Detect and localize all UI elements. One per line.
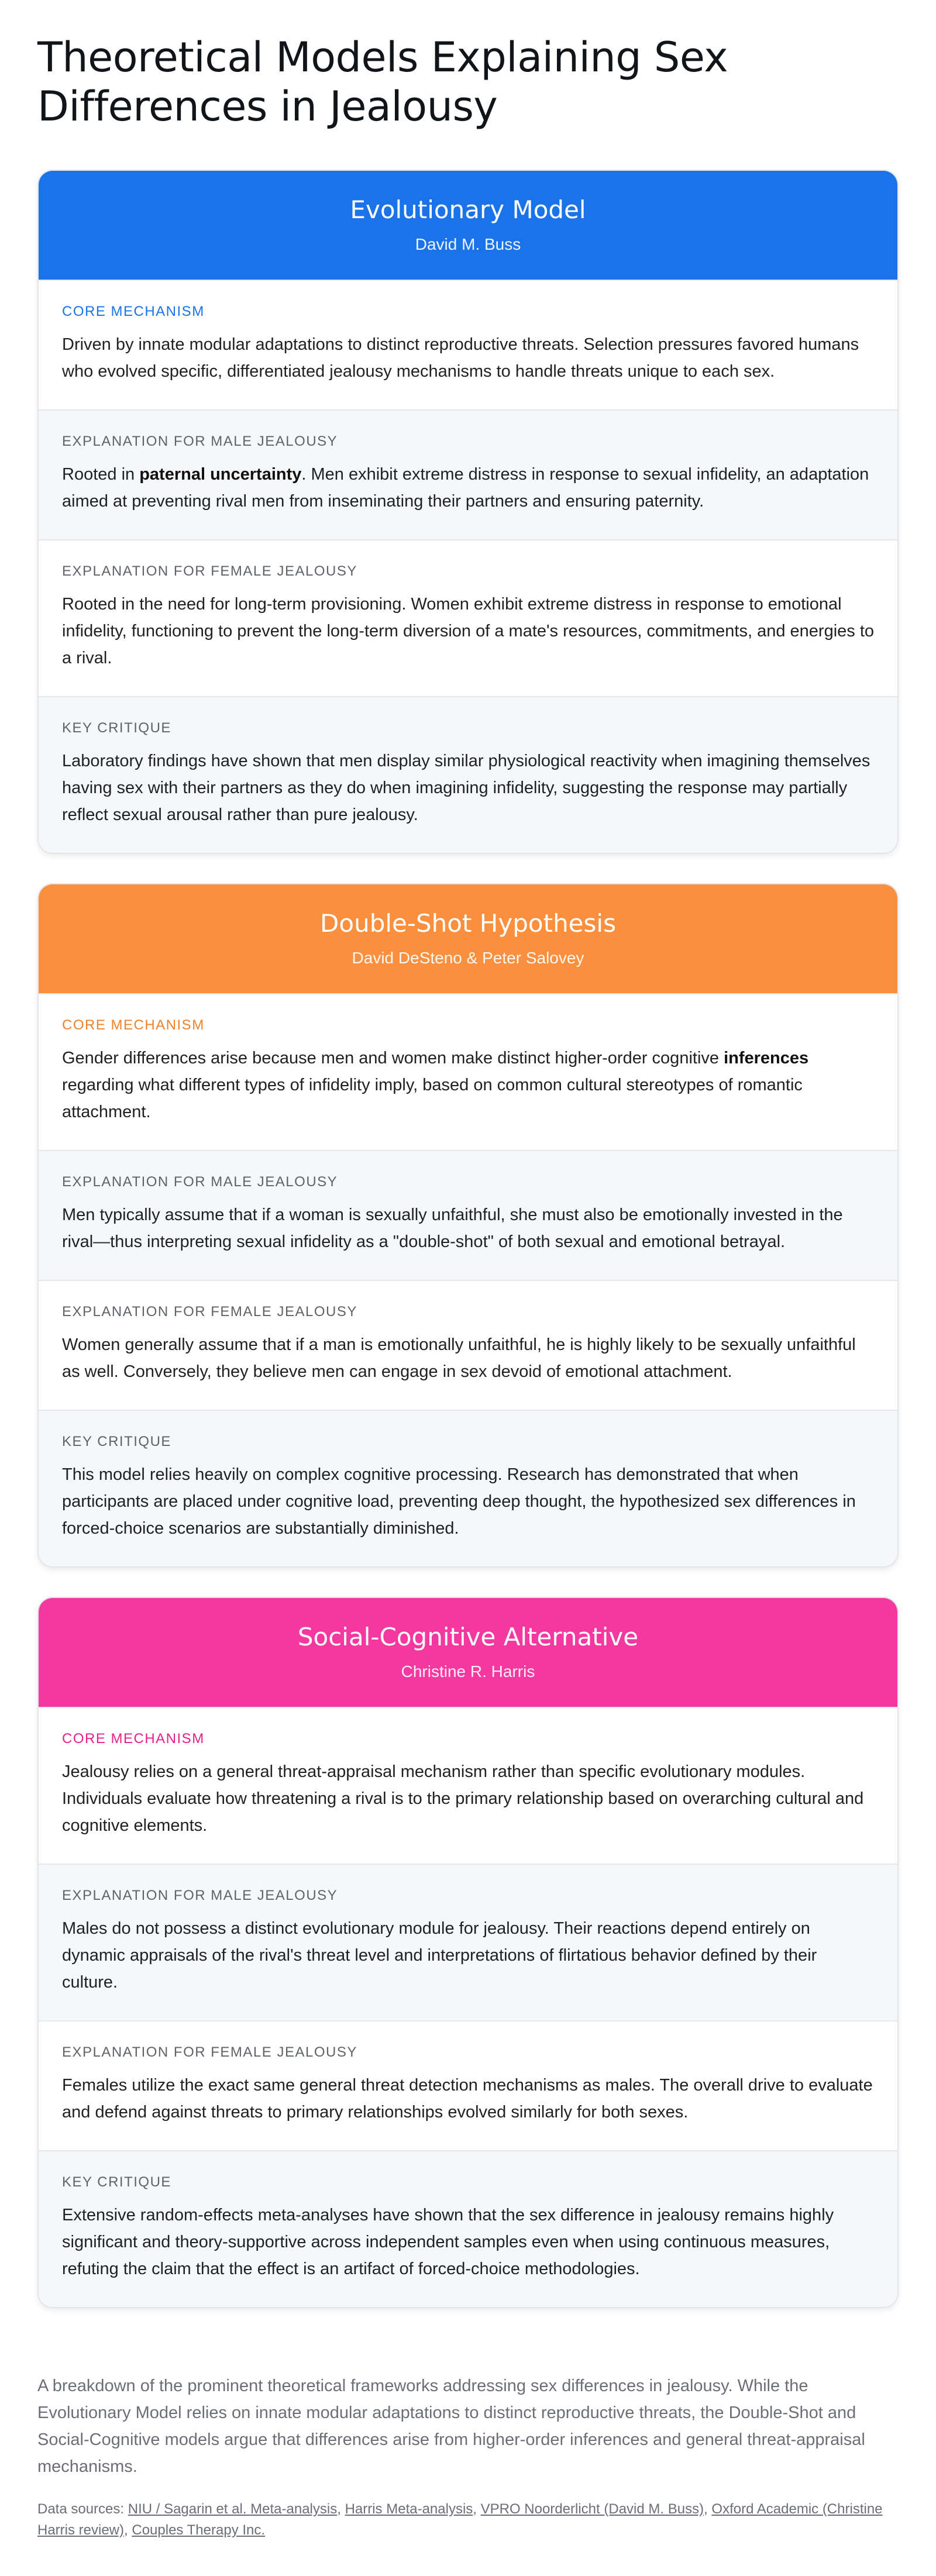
section-male-jealousy — [39, 409, 897, 539]
section-text: Males do not possess a distinct evolutionary module for jealousy. Their reactions depend entirely on dynamic appraisals of the rival's threat level and interpretations of flirtatious behavior defined by their culture. — [62, 1919, 817, 1992]
card-title: Evolutionary Model — [350, 195, 586, 224]
source-link[interactable]: Couples Therapy Inc. — [132, 2522, 266, 2538]
card-header — [39, 171, 897, 280]
source-link[interactable]: VPRO Noorderlicht (David M. Buss) — [480, 2501, 704, 2517]
section-label: EXPLANATION FOR MALE JEALOUSY — [62, 1888, 338, 1903]
card-author: David DeSteno & Peter Salovey — [352, 949, 584, 967]
model-card-social-cognitive — [37, 1597, 899, 2308]
section-female-jealousy — [39, 539, 897, 696]
source-link[interactable]: NIU / Sagarin et al. Meta-analysis — [128, 2501, 338, 2517]
section-text: Driven by innate modular adaptations to distinct reproductive threats. Selection pressures favored humans who evolved specific, differentiated jealousy mechanisms to handle threats unique to each sex. — [62, 335, 859, 381]
section-key-critique — [39, 1410, 897, 1566]
emphasis-text: paternal uncertainty — [139, 465, 302, 484]
section-label: EXPLANATION FOR FEMALE JEALOUSY — [62, 2044, 357, 2060]
section-text: Women generally assume that if a man is emotionally unfaithful, he is highly likely to be sexually unfaithful as well. Conversely, they believe men can engage in sex devoid of emotional attachment. — [62, 1335, 856, 1381]
section-label: KEY CRITIQUE — [62, 2174, 171, 2190]
card-header — [39, 1598, 897, 1707]
section-label: EXPLANATION FOR MALE JEALOUSY — [62, 1174, 338, 1190]
section-text: Rooted in the need for long-term provisioning. Women exhibit extreme distress in response to emotional infidelity, functioning to prevent the long-term diversion of a mate's resources, commitments, and energies to a rival. — [62, 595, 875, 667]
data-sources: Data sources: NIU / Sagarin et al. Meta-analysis, Harris Meta-analysis, VPRO Noorderlicht (David M. Buss), Oxford Academic (Christine Harris review), Couples Therapy Inc. — [37, 2501, 883, 2538]
model-card-evolutionary — [37, 170, 899, 854]
section-male-jealousy — [39, 1150, 897, 1280]
card-author: Christine R. Harris — [401, 1662, 535, 1680]
summary-text: A breakdown of the prominent theoretical frameworks addressing sex differences in jealousy. While the Evolutionary Model relies on innate modular adaptations to distinct reproductive threats, the Double-Shot and Social-Cognitive models argue that differences arise from higher-order inferences and general threat-appraisal mechanisms. — [37, 2377, 865, 2476]
section-female-jealousy — [39, 2020, 897, 2150]
card-title: Double-Shot Hypothesis — [320, 909, 616, 938]
section-text: This model relies heavily on complex cognitive processing. Research has demonstrated that when participants are placed under cognitive load, preventing deep thought, the hypothesized sex differences in forced-choice scenarios are substantially diminished. — [62, 1465, 856, 1538]
section-male-jealousy — [39, 1864, 897, 2020]
text-part: . Men exhibit extreme distress in response to sexual infidelity, an adaptation aimed at preventing rival men from inseminating their partners and ensuring paternity. — [62, 465, 869, 511]
text-part: regarding what different types of infidelity imply, based on common cultural stereotypes of romantic attachment. — [62, 1076, 803, 1121]
card-author: David M. Buss — [415, 235, 521, 253]
section-label: CORE MECHANISM — [62, 304, 205, 319]
emphasis-text: inferences — [724, 1049, 809, 1067]
footer — [37, 2372, 899, 2541]
section-label: EXPLANATION FOR MALE JEALOUSY — [62, 433, 338, 449]
section-core-mechanism — [39, 993, 897, 1150]
section-key-critique — [39, 2150, 897, 2307]
card-title: Social-Cognitive Alternative — [297, 1623, 639, 1651]
section-label: KEY CRITIQUE — [62, 1434, 171, 1449]
section-text: Females utilize the exact same general threat detection mechanisms as males. The overall drive to evaluate and defend against threats to primary relationships evolved similarly for both sexes. — [62, 2076, 873, 2122]
section-key-critique — [39, 696, 897, 853]
section-core-mechanism — [39, 280, 897, 409]
card-header — [39, 884, 897, 993]
section-text — [62, 1045, 874, 1125]
text-part: Gender differences arise because men and women make distinct higher-order cognitive — [62, 1049, 724, 1067]
text-part: Rooted in — [62, 465, 140, 484]
model-card-double-shot — [37, 883, 899, 1568]
section-text: Laboratory findings have shown that men display similar physiological reactivity when imagining themselves having sex with their partners as they do when imagining infidelity, suggesting the response may partially reflect sexual arousal rather than pure jealousy. — [62, 752, 870, 824]
section-label: CORE MECHANISM — [62, 1017, 205, 1033]
section-text: Extensive random-effects meta-analyses have shown that the sex difference in jealousy remains highly significant and theory-supportive across independent samples even when using continuous measures, refuting the claim that the effect is an artifact of forced-choice methodologies. — [62, 2206, 834, 2278]
source-link[interactable]: Oxford Academic (Christine Harris review) — [37, 2501, 883, 2538]
section-label: CORE MECHANISM — [62, 1731, 205, 1747]
page-title: Theoretical Models Explaining Sex Differences in Jealousy — [37, 33, 728, 130]
section-label: EXPLANATION FOR FEMALE JEALOUSY — [62, 563, 357, 579]
section-text: Men typically assume that if a woman is sexually unfaithful, she must also be emotionally invested in the rival—thus interpreting sexual infidelity as a "double-shot" of both sexual and emotional betrayal. — [62, 1206, 843, 1251]
section-label: KEY CRITIQUE — [62, 720, 171, 736]
sources-prefix: Data sources: — [37, 2501, 128, 2517]
section-text — [62, 461, 874, 515]
section-text: Jealousy relies on a general threat-appraisal mechanism rather than specific evolutionary modules. Individuals evaluate how threatening a rival is to the primary relationship based on overarching cultural and cognitive elements. — [62, 1762, 864, 1835]
section-female-jealousy — [39, 1280, 897, 1410]
section-core-mechanism — [39, 1707, 897, 1864]
section-label: EXPLANATION FOR FEMALE JEALOUSY — [62, 1304, 357, 1320]
source-link[interactable]: Harris Meta-analysis — [345, 2501, 473, 2517]
